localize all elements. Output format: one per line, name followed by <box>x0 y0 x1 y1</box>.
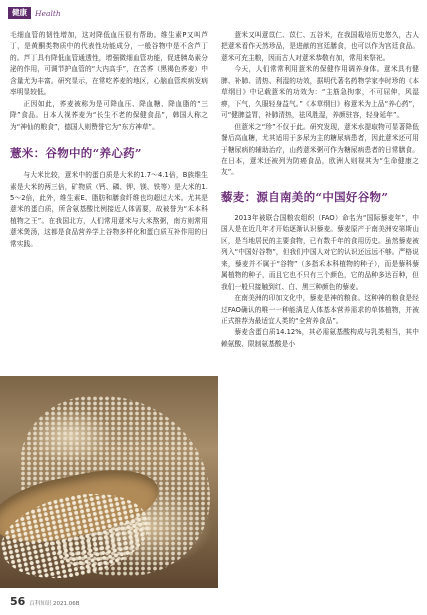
right-column <box>221 30 419 350</box>
page-number: 56 <box>10 595 26 608</box>
section-tag-english: Health <box>35 8 61 18</box>
right-paragraph-5: 在南美洲的印加文化中，藜麦是神的粮食。这种神的粮食是经过FAO确认的唯一一种能满足人体基本营养需求的单体植物，并被正式推荐为最适宜人类的“全营养食品”。 <box>221 294 419 325</box>
left-paragraph-3: 与大米比较，薏米中的蛋白质是大米的1.7～4.1倍，B族维生素是大米的两三倍，矿物质（钙、磷、钾、镁、铁等）是大米的1.5～2倍，此外，维生素E、脂肪和膳食纤维也均超过大米。尤其是薏米的蛋白质，所含氨基酸比例接近人体需要，故被誉为“禾本科植物之王”。在我国北方，人们常用薏米与大米熬粥，南方则常用薏米煲汤，这都是食品营养学上谷物多样化和蛋白质互补作用的日常实践。 <box>10 171 208 248</box>
heading-quinoa: 藜麦：源自南美的“中国好谷物” <box>221 189 389 204</box>
heading-coix-seed: 薏米：谷物中的“养心药” <box>10 146 142 161</box>
right-paragraph-4: 2013年被联合国粮农组织（FAO）命名为“国际藜麦年”，中国人是在近几年才开始逐渐认识藜麦。藜麦原产于南美洲安第斯山区，是当地居民的主要食物，已有数千年的食用历史。虽然藜麦被列入“中国好谷物”，但我们中国人对它的认识还远远不够。严格说来，藜麦并不属于“谷物”（多指禾本科植物的种子），而是藜科藜属植物的种子，而且它也不只有三个颜色，它的品种多达百种，但我们一般只接触到红、白、黑三种颜色的藜麦。 <box>221 213 419 291</box>
left-column <box>10 30 208 250</box>
right-paragraph-2: 今天，人们常常利用薏米的保健作用调养身体。薏米具有健脾、补肺、清热、利湿的功效，据明代著名药物学家李时珍的《本草纲目》中记载薏米的功效为：“主筋急拘挛，不可屈伸，风湿痹，下气，久服轻身益气。”《本草纲目》称薏米为上品“养心药”，可“健脾益胃，补肺清热，祛风胜湿，养颜驻容，轻身延年”。 <box>221 65 419 120</box>
left-paragraph-1: 毛细血管的韧性增加，这对降低血压很有帮助。维生素P又叫芦丁，是黄酮类物质中的代表性功能成分，一般谷物中是不含芦丁的。芦丁具有降低血管通透性，增强微细血管功能，促进胰岛素分泌的作用，可调节护血管的“大内高手”，在苦荞（黑褐色荞麦）中含量尤为丰富。研究显示，在常吃荞麦的地区，心脑血管疾病发病率明显较低。 <box>10 31 208 97</box>
journal-issue: 百科知识 2021.06B <box>29 601 80 607</box>
section-tag: 健康 <box>8 7 31 19</box>
right-paragraph-3: 但薏米之“珍”不仅于此。研究发现，薏米水提取物可显著降低餐后高血糖，尤其适用于多尿为主的糖尿病患者，因此薏米还可用于糖尿病的辅助治疗，山药薏米粥可作为糖尿病患者的日常膳食。在日本，薏米还被列为防癌食品，欧洲人则视其为“生命健康之友”。 <box>221 122 419 177</box>
page-footer <box>10 595 80 608</box>
right-paragraph-6: 藜麦含蛋白质14.12%，其必需氨基酸构成与乳类相当，其中赖氨酸、限制氨基酸是小 <box>221 328 419 348</box>
left-paragraph-2: 正因如此，荞麦被称为是可降血压、降血糖、降血脂的“三降”食品。日本人视荞麦为“长生不老的保健食品”，韩国人称之为“神仙的粮食”，德国人则赞誉它为“东方神草”。 <box>10 99 208 131</box>
section-header <box>8 7 61 19</box>
coix-seed-photo <box>0 376 218 588</box>
right-paragraph-1: 薏米又叫薏苡仁、苡仁、五谷米，在我国栽培历史悠久，古人把薏米看作天然珍品，是进献的宫廷膳食，也可以作为宫廷食品。薏米可充主粮，因而古人对薏米恭敬有加，常用来祭祀。 <box>221 31 419 62</box>
